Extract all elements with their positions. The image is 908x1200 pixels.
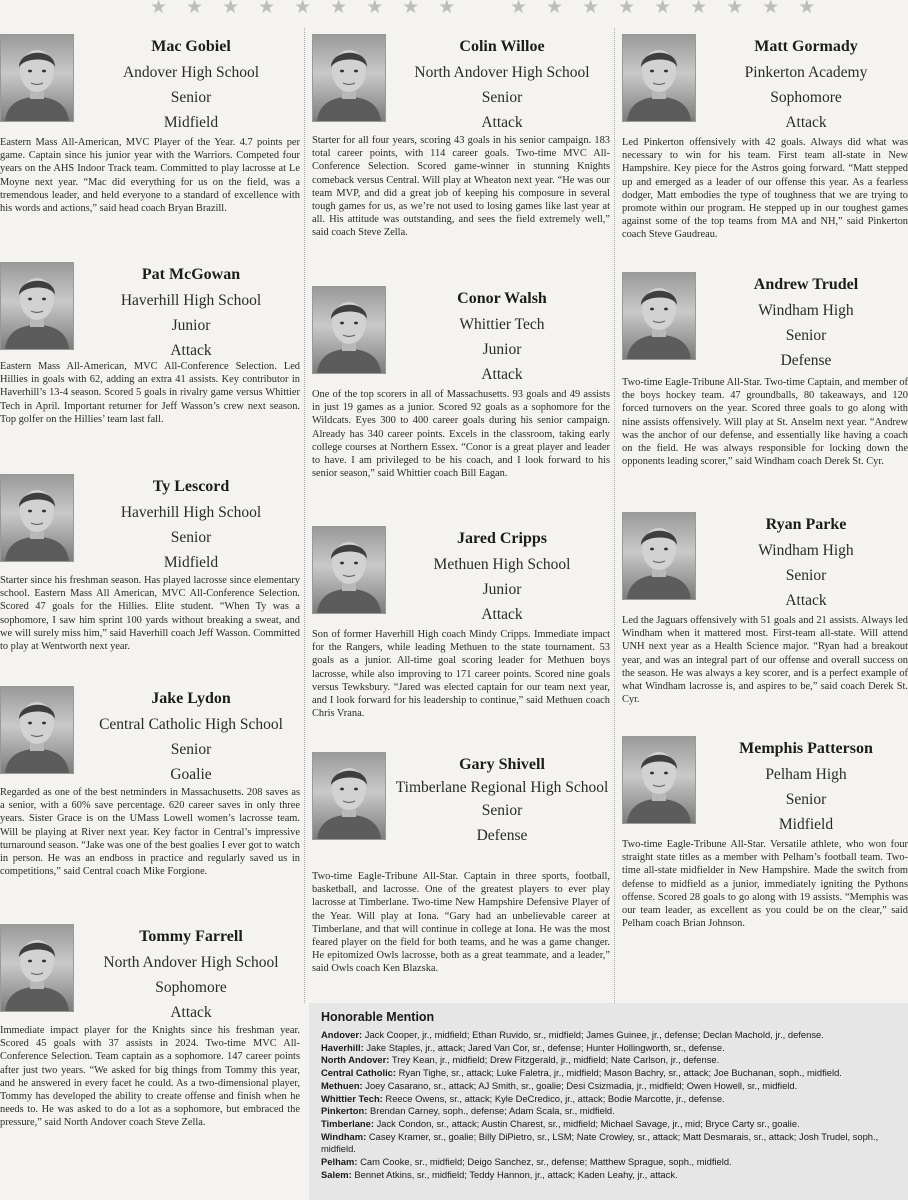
team-name: Haverhill:: [321, 1041, 364, 1053]
player-school: Haverhill High School: [120, 292, 262, 309]
player-position: Defense: [476, 827, 528, 844]
headshot-silhouette: [1, 687, 73, 773]
player-name: Conor Walsh: [457, 290, 547, 307]
player-year: Senior: [785, 791, 827, 808]
team-name: Central Catholic:: [321, 1067, 397, 1079]
honorable-mention-entry: [321, 1029, 902, 1042]
player-card: [622, 34, 908, 262]
player-name: Colin Willoe: [459, 38, 545, 55]
player-year: Senior: [481, 89, 523, 106]
player-photo: [312, 286, 386, 374]
player-card: [622, 512, 908, 730]
player-name: Tommy Farrell: [139, 928, 243, 945]
player-photo: [312, 752, 386, 840]
headshot-silhouette: [623, 273, 695, 359]
player-card: [622, 272, 908, 508]
player-name: Pat McGowan: [141, 266, 241, 283]
honorable-mention-title: Honorable Mention: [321, 1010, 435, 1024]
honorable-mention-entry: [321, 1080, 902, 1093]
honorable-mention-entry: [321, 1054, 902, 1067]
player-year: Junior: [482, 341, 522, 358]
player-school: North Andover High School: [414, 64, 590, 81]
player-photo: [0, 262, 74, 350]
player-name: Ryan Parke: [765, 516, 847, 533]
player-card: [312, 752, 610, 997]
player-year: Senior: [170, 741, 212, 758]
headshot-silhouette: [623, 35, 695, 121]
team-players: Jake Staples, jr., attack; Jared Van Cor, sr., defense; Hunter Hollingworth, sr., defense.: [366, 1041, 725, 1053]
headshot-silhouette: [1, 925, 73, 1011]
honorable-mention-entry: [321, 1105, 902, 1118]
team-name: Timberlane:: [321, 1117, 374, 1129]
player-school: Haverhill High School: [120, 504, 262, 521]
player-bio: Eastern Mass All-American, MVC Player of the Year. 4.7 points per game. Captain since his junior year with the Warriors. Competed four years on the AHS Indoor Track team. Committed to play lacrosse at Le Moyne next year. “Mac did everything for us on the field, was a tremendous leader, and held everyone to a standard of excellence with his words and actions,” said head coach Bryan Brazill.: [0, 137, 300, 215]
player-name: Ty Lescord: [152, 478, 230, 495]
team-name: Whittier Tech:: [321, 1092, 383, 1104]
honorable-mention-list: [309, 1029, 908, 1181]
player-card: [312, 286, 610, 516]
player-name: Andrew Trudel: [753, 276, 859, 293]
honorable-mention-entry: [321, 1067, 902, 1080]
player-position: Attack: [481, 366, 523, 383]
headshot-silhouette: [1, 35, 73, 121]
player-year: Senior: [481, 802, 523, 819]
column-divider: [614, 28, 615, 1013]
player-year: Senior: [170, 529, 212, 546]
star-rule-left: ★★★★★★★★★: [150, 0, 475, 18]
player-bio: Two-time Eagle-Tribune All-Star. Two-time Captain, and member of the boys hockey team. 47 groundballs, 80 takeaways, and 120 forced turnovers on the year. Scored three goals to go along with nine assists offensively. Will play at St. Anselm next year. “Andrew was the anchor of our defense, and essentially like having a coach on the field. He was always responsible for locking down the opponents leading scorer,” said Windham coach Derek St. Cyr.: [622, 377, 908, 468]
player-position: Midfield: [163, 114, 219, 131]
player-bio: Son of former Haverhill High coach Mindy Cripps. Immediate impact for the Rangers, while leading Methuen to the state tournament. 53 goals as a junior. All-time goal scoring leader for Methuen boys lacrosse, while also improving to 171 career points. Scored nine goals versus Tewksbury. “Jared was elected captain for our team next year, and I look forward for his leadership to continue,” said Methuen coach Chris Vrana.: [312, 629, 610, 720]
player-position: Midfield: [778, 816, 834, 833]
player-year: Senior: [785, 327, 827, 344]
player-photo: [0, 686, 74, 774]
player-name: Matt Gormady: [754, 38, 858, 55]
player-card: [312, 526, 610, 746]
player-year: Sophomore: [155, 979, 227, 996]
player-position: Goalie: [170, 766, 212, 783]
player-bio: Starter since his freshman season. Has played lacrosse since elementary school. Eastern Mass All American, MVC All-Conference Selection. Scored 47 goals for the Hillies. Elite student. “When Ty was a sophomore, I saw him sprint 100 yards without breaking a sweat, and we will surely miss him,” said Haverhill coach Jeff Wasson. Committed to play at Wentworth next year.: [0, 575, 300, 653]
player-bio: Eastern Mass All-American, MVC All-Conference Selection. Led Hillies in goals with 62, adding an extra 41 assists. Key contributor in Haverhill’s 13-4 season. Scored 5 goals in rivalry game versus Whittier Tech in April. Important returner for Jeff Wasson’s crew next season. Top golfer on the Hillies’ team last fall.: [0, 361, 300, 425]
headshot-silhouette: [1, 475, 73, 561]
team-name: Pinkerton:: [321, 1105, 368, 1117]
player-bio: Two-time Eagle-Tribune All-Star. Captain in three sports, football, basketball, and lacrosse. One of the greatest players to ever play lacrosse at Timberlane. Two-time New Hampshire Defensive Player of the Year. Will play at Iona. “Gary had an unbelievable career at Timberlane, and that will continue in college at Iona. He was the most feared player on the field for both teams, and he was a game changer. He epitomized Owls lacrosse, both as a great teammate, and a leader,” said Owls coach Ken Blazska.: [312, 871, 610, 975]
player-school: Windham High: [758, 542, 854, 559]
player-card: [0, 474, 300, 684]
player-card: [0, 686, 300, 910]
star-rule-right: ★★★★★★★★★: [510, 0, 835, 18]
player-photo: [0, 924, 74, 1012]
player-year: Senior: [170, 89, 212, 106]
headshot-silhouette: [313, 35, 385, 121]
player-position: Midfield: [163, 554, 219, 571]
player-position: Attack: [785, 592, 827, 609]
player-bio: Led Pinkerton offensively with 42 goals. Always did what was necessary to win for his team. First team all-state in New Hampshire. Key piece for the Astros going forward. “Matt stepped up and emerged as a leader of our offense this year. As a fearless dodger, Matt embodies the type of toughness that we are trying to promote within our program. He stepped up in our toughest games against some of the top teams from MA and NH,” said Pinkerton coach Steve Gaudreau.: [622, 137, 908, 241]
player-name: Mac Gobiel: [151, 38, 231, 55]
headshot-silhouette: [623, 513, 695, 599]
team-players: Jack Cooper, jr., midfield; Ethan Ruvido, sr., midfield; James Guinee, jr., defense; Declan Machold, jr., defense.: [364, 1029, 824, 1040]
honorable-mention-entry: [321, 1131, 902, 1156]
team-players: Brendan Carney, soph., defense; Adam Scala, sr., midfield.: [369, 1105, 615, 1117]
player-position: Defense: [780, 352, 832, 369]
player-name: Memphis Patterson: [739, 740, 873, 757]
honorable-mention-entry: [321, 1093, 902, 1106]
team-name: Windham:: [321, 1130, 367, 1142]
player-year: Senior: [785, 567, 827, 584]
player-photo: [622, 736, 696, 824]
player-school: Methuen High School: [433, 556, 571, 573]
player-name: Gary Shivell: [459, 756, 545, 773]
player-photo: [0, 34, 74, 122]
player-bio: One of the top scorers in all of Massachusetts. 93 goals and 49 assists in just 19 games as a junior. Scored 92 goals as a sophomore for the Wildcats. Eyes 300 to 400 career goals during his senior campaign. Already has 340 career points. Excels in the classroom, taking early college courses at Northern Essex. “Conor is a great player and leader to have. I am privileged to be his coach, and I look forward to his senior season,” said Whittier coach Bill Eagan.: [312, 389, 610, 480]
player-photo: [622, 272, 696, 360]
player-photo: [312, 526, 386, 614]
player-position: Attack: [170, 342, 212, 359]
team-players: Reece Owens, sr., attack; Kyle DeCredico, jr., attack; Bodie Marcotte, jr., defense.: [385, 1092, 725, 1104]
team-players: Ryan Tighe, sr., attack; Luke Faletra, jr., midfield; Mason Bachry, sr., attack; Joe Buchanan, soph., midfield.: [398, 1067, 842, 1079]
team-players: Casey Kramer, sr., goalie; Billy DiPietro, sr., LSM; Nate Crowley, sr., attack; Matt Desmarais, sr., attack; Josh Trudel, soph., midfield.: [321, 1130, 879, 1155]
player-year: Junior: [482, 581, 522, 598]
player-position: Attack: [170, 1004, 212, 1021]
headshot-silhouette: [313, 753, 385, 839]
player-position: Attack: [481, 606, 523, 623]
honorable-mention-box: [309, 1003, 908, 1200]
team-players: Trey Kean, jr., midfield; Drew Fitzgerald, jr., midfield; Nate Carlson, jr., defense.: [391, 1054, 720, 1066]
headshot-silhouette: [623, 737, 695, 823]
team-players: Bennet Atkins, sr., midfield; Teddy Hannon, jr., attack; Kaden Leahy, jr., attack.: [354, 1168, 678, 1180]
player-year: Junior: [171, 317, 211, 334]
player-position: Attack: [481, 114, 523, 131]
headshot-silhouette: [1, 263, 73, 349]
player-photo: [312, 34, 386, 122]
headshot-silhouette: [313, 287, 385, 373]
player-card: [0, 262, 300, 462]
player-bio: Starter for all four years, scoring 43 goals in his senior campaign. 183 total career points, with 114 career goals. Two-time MVC All-Conference Selection. Scored game-winner in stunning Knights comeback versus Central. Will play at Wheaton next year. “He was our team MVP, and did a great job of keeping his composure in several tough games for us, as we’re not used to losing games like last year at all. His attitude was outstanding, and sees the field extremely well,” said coach Steve Zella.: [312, 135, 610, 239]
honorable-mention-entry: [321, 1042, 902, 1055]
player-school: Andover High School: [122, 64, 260, 81]
headshot-silhouette: [313, 527, 385, 613]
honorable-mention-entry: [321, 1156, 902, 1169]
player-photo: [0, 474, 74, 562]
player-school: Pinkerton Academy: [744, 64, 868, 81]
team-players: Cam Cooke, sr., midfield; Deigo Sanchez, sr., defense; Matthew Sprague, soph., midfield.: [360, 1156, 732, 1168]
team-name: Pelham:: [321, 1156, 358, 1168]
player-school: Pelham High: [765, 766, 847, 783]
team-players: Jack Condon, sr., attack; Austin Charest, sr., midfield; Michael Savage, jr., mid; Bryce Carty sr., goalie.: [376, 1117, 800, 1129]
player-card: [312, 34, 610, 274]
team-players: Joey Casarano, sr., attack; AJ Smith, sr., goalie; Desi Csizmadia, jr., midfield; Owen Howell, sr., midfield.: [365, 1079, 798, 1091]
player-card: [622, 736, 908, 936]
player-year: Sophomore: [770, 89, 842, 106]
player-school: Whittier Tech: [459, 316, 545, 333]
player-school: Windham High: [758, 302, 854, 319]
player-card: [0, 34, 300, 264]
player-photo: [622, 512, 696, 600]
player-school: Central Catholic High School: [99, 716, 283, 733]
honorable-mention-entry: [321, 1169, 902, 1182]
player-school: Timberlane Regional High School: [395, 779, 609, 796]
player-bio: Immediate impact player for the Knights since his freshman year. Scored 45 goals with 37 assists in 2024. Two-time MVC All-Conference Selection. Team captain as a sophomore. 147 career points after just two years. “We asked for big things from Tommy this year, and he answered in every facet he could. As a two-dimensional player, Tommy has developed the ability to create offense and finish when he needs to. He was asked to do a lot as a sophomore, but embraced the pressure,” said North Andover coach Steve Zella.: [0, 1025, 300, 1129]
column-divider: [304, 28, 305, 1003]
honorable-mention-entry: [321, 1118, 902, 1131]
player-card: [0, 924, 300, 1174]
team-name: Salem:: [321, 1168, 352, 1180]
player-photo: [622, 34, 696, 122]
player-bio: Two-time Eagle-Tribune All-Star. Versatile athlete, who won four straight state titles as a member with Pelham’s football team. Two-time all-state midfielder in New Hampshire. Made the switch from defense to midfield as a junior, immediately igniting the Pythons offense. Scored 28 goals to go along with 19 assists. “Memphis was our team leader, as excellent as you could be on the clear,” said Pelham coach Brian Johnson.: [622, 839, 908, 930]
team-name: Methuen:: [321, 1079, 363, 1091]
player-name: Jake Lydon: [151, 690, 231, 707]
player-bio: Led the Jaguars offensively with 51 goals and 21 assists. Always led Windham when it mattered most. First-team all-state. Will attend UNH next year as a Health Science major. “Ryan had a breakout year, and was an integral part of our offense and overall success on the season. He was always a key scorer, and is a perfect example of what Windham lacrosse is, and aspires to be,” said coach Derek St. Cyr.: [622, 615, 908, 706]
team-name: North Andover:: [321, 1054, 390, 1066]
player-bio: Regarded as one of the best netminders in Massachusetts. 208 saves as a senior, with a 60% save percentage. 620 career saves in only three years. Sister Grace is on the UMass Lowell women’s lacrosse team. Will be playing at River next year. Key factor in Central’s impressive turnaround season. “Jake was one of the best goalies I ever got to watch in person. He was an endboss in practice and regularly saved us in competitions,” said Central coach Mike Forgione.: [0, 787, 300, 878]
team-name: Andover:: [321, 1029, 363, 1040]
player-school: North Andover High School: [103, 954, 279, 971]
player-name: Jared Cripps: [457, 530, 547, 547]
player-position: Attack: [785, 114, 827, 131]
